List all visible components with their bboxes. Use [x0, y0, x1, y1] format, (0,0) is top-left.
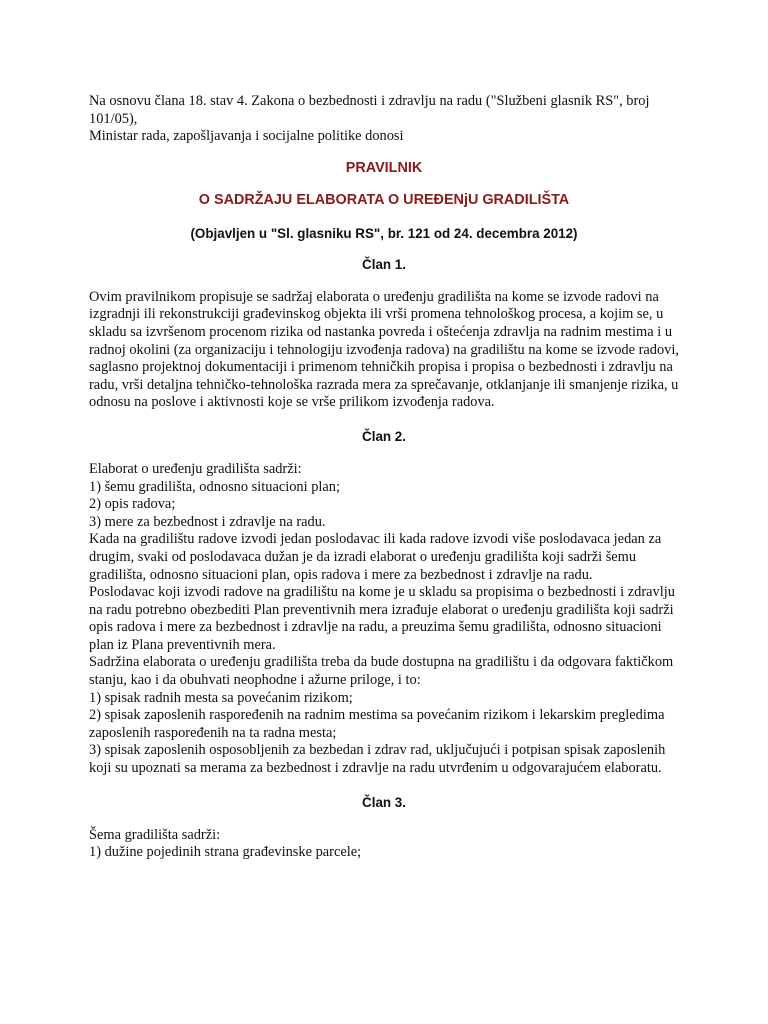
- publication-note: (Objavljen u "Sl. glasniku RS", br. 121 od 24. decembra 2012): [190, 225, 578, 241]
- article-2-list-item: 1) spisak radnih mesta sa povećanim rizikom;: [89, 689, 353, 706]
- article-1-text: Ovim pravilnikom propisuje se sadržaj elaborata o uređenju gradilišta na kome se izvode radovi na izgradnji ili rekonstrukciji građevinskog objekta ili vrši promena tehnološkog procesa, a kojim se, u skladu sa izvršenom procenom rizika od nastanka povreda i oštećenja zdravlja na radnim mestima i u radnoj okolini (za organizaciju i tehnologiju izvođenja radova) na gradilištu na kome se izvode radovi, saglasno projektnoj dokumentaciji i primenom tehničkih propisa i propisa o bezbednosti i zdravlju na radu, vrši detaljna tehničko-tehnološka razrada mera za sprečavanje, otklanjanje ili smanjenje rizika, u odnosu na poslove i aktivnosti koje se vrše prilikom izvođenja radova.: [89, 288, 679, 411]
- document-subtitle: O SADRŽAJU ELABORATA O UREĐENjU GRADILIŠTA: [198, 191, 570, 208]
- article-2-list-item: 2) opis radova;: [89, 496, 176, 513]
- article-2-paragraph: Sadržina elaborata o uređenju gradilišta treba da bude dostupna na gradilištu i da odgovara faktičkom stanju, kao i da obuhvati neophodne i ažurne priloge, i to:: [89, 654, 674, 689]
- article-2-list-item: 2) spisak zaposlenih raspoređenih na radnim mestima sa povećanim rizikom i lekarskim pregledima zaposlenih raspoređenih na ta radna mesta;: [89, 707, 665, 741]
- article-3-body: [89, 827, 679, 862]
- article-2-list-item: 3) mere za bezbednost i zdravlje na radu.: [89, 513, 326, 530]
- intro-paragraph: [89, 93, 679, 146]
- article-2-body: [89, 461, 679, 778]
- article-2-list-item: 1) šemu gradilišta, odnosno situacioni plan;: [89, 478, 340, 495]
- intro-line-minister: Ministar rada, zapošljavanja i socijalne politike donosi: [89, 128, 404, 145]
- article-heading-2: Član 2.: [362, 428, 406, 444]
- article-2-line: Elaborat o uređenju gradilišta sadrži:: [89, 460, 302, 477]
- document-page: [89, 93, 679, 878]
- article-2-list-item: 3) spisak zaposlenih osposobljenih za bezbedan i zdrav rad, uključujući i potpisan spisak zaposlenih koji su upoznati sa merama za bezbednost i zdravlje na radu utvrđenim u odgovarajućem elaboratu.: [89, 742, 666, 777]
- article-3-line: Šema gradilišta sadrži:: [89, 826, 221, 843]
- intro-line-legal-basis: Na osnovu člana 18. stav 4. Zakona o bezbednosti i zdravlju na radu ("Službeni glasnik RS", broj 101/05),: [89, 93, 650, 127]
- article-heading-3: Član 3.: [362, 794, 406, 810]
- document-title: PRAVILNIK: [345, 159, 423, 176]
- article-2-paragraph: Poslodavac koji izvodi radove na gradilištu na kome je u skladu sa propisima o bezbednosti i zdravlju na radu potrebno obezbediti Plan preventivnih mera izrađuje elaborat o uređenju gradilišta koji sadrži opis radova i mere za bezbednost i zdravlje na radu, a preuzima šemu gradilišta, odnosno situacioni plan iz Plana preventivnih mera.: [89, 584, 675, 653]
- article-heading-1: Član 1.: [362, 256, 406, 272]
- article-3-list-item: 1) dužine pojedinih strana građevinske parcele;: [89, 844, 362, 861]
- article-2-paragraph: Kada na gradilištu radove izvodi jedan poslodavac ili kada radove izvodi više poslodavaca jedan za drugim, svaki od poslodavaca dužan je da izradi elaborat o uređenju gradilišta koji sadrži šemu gradilišta, odnosno situacioni plan, opis radova i mere za bezbednost i zdravlje na radu.: [89, 531, 662, 583]
